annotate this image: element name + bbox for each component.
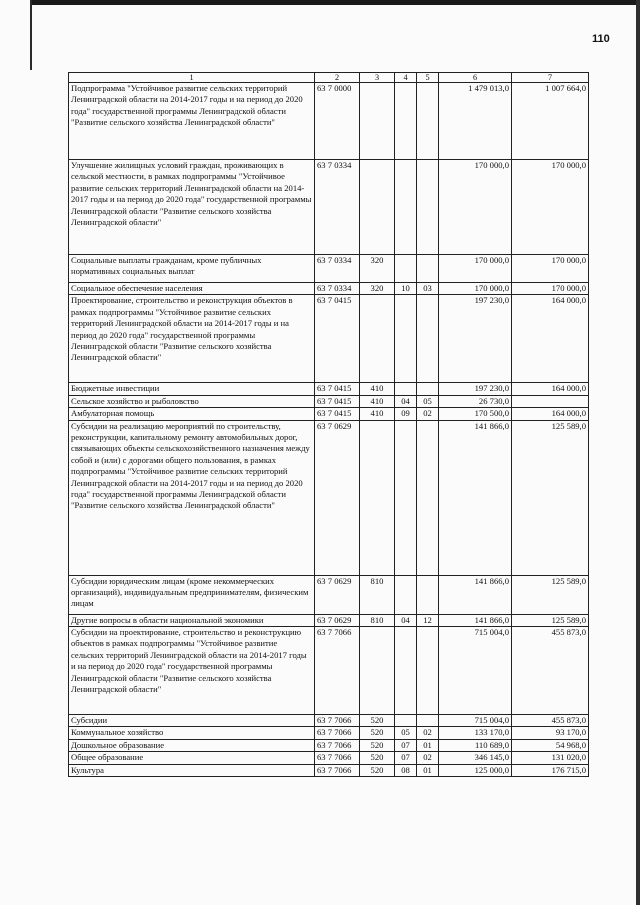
line-item-name: Общее образование: [69, 752, 315, 764]
table-row: [69, 739, 589, 751]
line-item-name: Бюджетные инвестиции: [69, 383, 315, 395]
target-article-code: 63 7 7066: [315, 752, 360, 764]
subsection-code: [417, 715, 439, 727]
subsection-code: [417, 627, 439, 715]
line-item-name: Проектирование, строительство и реконструкция объектов в рамках подпрограммы "Устойчивое развитие сельских территорий Ленинградской области на 2014-2017 годы и на период до 2020 года" государственной программы Ленинградской области "Развитие сельского хозяйства Ленинградской области": [69, 295, 315, 383]
column-number: 3: [360, 73, 395, 83]
scan-edge-left: [30, 0, 32, 70]
line-item-name: Улучшение жилищных условий граждан, проживающих в сельской местности, в рамках подпрограммы "Устойчивое развитие сельских территорий Ленинградской области на 2014-2017 годы и на период до 2020 года" государственной программы Ленинградской области "Развитие сельского хозяйства Ленинградской области": [69, 160, 315, 255]
subsection-code: [417, 83, 439, 160]
line-item-name: Субсидии: [69, 715, 315, 727]
section-code: 04: [395, 614, 417, 626]
section-code: 10: [395, 283, 417, 295]
amount-year-1: 170 000,0: [439, 255, 512, 283]
table-row: [69, 614, 589, 626]
amount-year-2: 170 000,0: [512, 283, 589, 295]
expense-type-code: 320: [360, 255, 395, 283]
amount-year-2: 164 000,0: [512, 295, 589, 383]
table-row: [69, 283, 589, 295]
target-article-code: 63 7 7066: [315, 627, 360, 715]
table-row: [69, 395, 589, 407]
column-number-row: [69, 73, 589, 83]
amount-year-2: 54 968,0: [512, 739, 589, 751]
amount-year-2: 164 000,0: [512, 383, 589, 395]
amount-year-2: 170 000,0: [512, 160, 589, 255]
target-article-code: 63 7 7066: [315, 764, 360, 776]
line-item-name: Культура: [69, 764, 315, 776]
line-item-name: Другие вопросы в области национальной экономики: [69, 614, 315, 626]
target-article-code: 63 7 0415: [315, 395, 360, 407]
expense-type-code: [360, 160, 395, 255]
target-article-code: 63 7 7066: [315, 739, 360, 751]
amount-year-2: 1 007 664,0: [512, 83, 589, 160]
subsection-code: [417, 295, 439, 383]
target-article-code: 63 7 0629: [315, 614, 360, 626]
subsection-code: 02: [417, 752, 439, 764]
table-row: [69, 752, 589, 764]
target-article-code: 63 7 0334: [315, 283, 360, 295]
line-item-name: Субсидии на реализацию мероприятий по строительству, реконструкции, капитальному ремонту автомобильных дорог, связывающих объекты сельскохозяйственного назначения между собой и (или) с дорогами общего пользования, в рамках подпрограммы "Устойчивое развитие сельских территорий Ленинградской области на 2014-2017 годы и на период до 2020 года" государственной программы Ленинградской области "Развитие сельского хозяйства Ленинградской области": [69, 420, 315, 575]
amount-year-1: 197 230,0: [439, 295, 512, 383]
amount-year-1: 110 689,0: [439, 739, 512, 751]
expense-type-code: 410: [360, 383, 395, 395]
column-number: 4: [395, 73, 417, 83]
section-code: [395, 420, 417, 575]
expense-type-code: [360, 420, 395, 575]
table-row: [69, 420, 589, 575]
subsection-code: 02: [417, 408, 439, 420]
section-code: 07: [395, 739, 417, 751]
expense-type-code: 410: [360, 408, 395, 420]
line-item-name: Коммунальное хозяйство: [69, 727, 315, 739]
table-row: [69, 255, 589, 283]
expense-type-code: 410: [360, 395, 395, 407]
expense-type-code: 810: [360, 614, 395, 626]
column-number: 1: [69, 73, 315, 83]
amount-year-1: 170 500,0: [439, 408, 512, 420]
expense-type-code: 520: [360, 764, 395, 776]
scan-edge-top: [30, 0, 640, 5]
subsection-code: [417, 420, 439, 575]
line-item-name: Социальные выплаты гражданам, кроме публичных нормативных социальных выплат: [69, 255, 315, 283]
section-code: 09: [395, 408, 417, 420]
amount-year-1: 141 866,0: [439, 614, 512, 626]
table-row: [69, 408, 589, 420]
subsection-code: 12: [417, 614, 439, 626]
section-code: 08: [395, 764, 417, 776]
expense-type-code: [360, 627, 395, 715]
amount-year-2: 125 589,0: [512, 420, 589, 575]
amount-year-1: 715 004,0: [439, 627, 512, 715]
target-article-code: 63 7 0415: [315, 295, 360, 383]
amount-year-2: 170 000,0: [512, 255, 589, 283]
amount-year-1: 26 730,0: [439, 395, 512, 407]
expense-type-code: 520: [360, 727, 395, 739]
target-article-code: 63 7 0334: [315, 160, 360, 255]
expense-type-code: 810: [360, 575, 395, 614]
subsection-code: 01: [417, 739, 439, 751]
target-article-code: 63 7 0629: [315, 420, 360, 575]
line-item-name: Субсидии на проектирование, строительство и реконструкцию объектов в рамках подпрограммы "Устойчивое развитие сельских территорий Ленинградской области на 2014-2017 годы и на период до 2020 года" государственной программы Ленинградской области "Развитие сельского хозяйства Ленинградской области": [69, 627, 315, 715]
amount-year-1: 170 000,0: [439, 160, 512, 255]
expense-type-code: [360, 295, 395, 383]
amount-year-1: 141 866,0: [439, 420, 512, 575]
section-code: [395, 83, 417, 160]
section-code: 05: [395, 727, 417, 739]
section-code: [395, 575, 417, 614]
page-number: 110: [592, 33, 610, 45]
subsection-code: [417, 160, 439, 255]
subsection-code: 05: [417, 395, 439, 407]
target-article-code: 63 7 0000: [315, 83, 360, 160]
table-row: [69, 627, 589, 715]
budget-table: [68, 72, 589, 777]
target-article-code: 63 7 0629: [315, 575, 360, 614]
column-number: 7: [512, 73, 589, 83]
amount-year-2: [512, 395, 589, 407]
expense-type-code: [360, 83, 395, 160]
line-item-name: Амбулаторная помощь: [69, 408, 315, 420]
table-row: [69, 83, 589, 160]
section-code: 07: [395, 752, 417, 764]
amount-year-2: 125 589,0: [512, 575, 589, 614]
amount-year-1: 141 866,0: [439, 575, 512, 614]
line-item-name: Социальное обеспечение населения: [69, 283, 315, 295]
table-row: [69, 295, 589, 383]
table-row: [69, 383, 589, 395]
target-article-code: 63 7 0415: [315, 383, 360, 395]
target-article-code: 63 7 0415: [315, 408, 360, 420]
amount-year-1: 1 479 013,0: [439, 83, 512, 160]
subsection-code: [417, 383, 439, 395]
amount-year-1: 197 230,0: [439, 383, 512, 395]
subsection-code: [417, 255, 439, 283]
section-code: [395, 160, 417, 255]
amount-year-1: 346 145,0: [439, 752, 512, 764]
column-number: 2: [315, 73, 360, 83]
amount-year-1: 133 170,0: [439, 727, 512, 739]
expense-type-code: 520: [360, 752, 395, 764]
subsection-code: 01: [417, 764, 439, 776]
expense-type-code: 520: [360, 739, 395, 751]
section-code: [395, 383, 417, 395]
amount-year-1: 125 000,0: [439, 764, 512, 776]
section-code: [395, 255, 417, 283]
line-item-name: Сельское хозяйство и рыболовство: [69, 395, 315, 407]
table-row: [69, 727, 589, 739]
table-row: [69, 715, 589, 727]
section-code: [395, 627, 417, 715]
target-article-code: 63 7 7066: [315, 727, 360, 739]
line-item-name: Субсидии юридическим лицам (кроме некоммерческих организаций), индивидуальным предпринимателям, физическим лицам: [69, 575, 315, 614]
subsection-code: 02: [417, 727, 439, 739]
table-row: [69, 575, 589, 614]
amount-year-2: 176 715,0: [512, 764, 589, 776]
table-row: [69, 764, 589, 776]
amount-year-2: 131 020,0: [512, 752, 589, 764]
table-row: [69, 160, 589, 255]
line-item-name: Дошкольное образование: [69, 739, 315, 751]
amount-year-2: 455 873,0: [512, 715, 589, 727]
column-number: 5: [417, 73, 439, 83]
amount-year-2: 93 170,0: [512, 727, 589, 739]
amount-year-2: 455 873,0: [512, 627, 589, 715]
subsection-code: 03: [417, 283, 439, 295]
section-code: [395, 715, 417, 727]
target-article-code: 63 7 7066: [315, 715, 360, 727]
amount-year-1: 170 000,0: [439, 283, 512, 295]
scan-edge-right: [636, 0, 640, 905]
line-item-name: Подпрограмма "Устойчивое развитие сельских территорий Ленинградской области на 2014-2017 годы и на период до 2020 года" государственной программы Ленинградской области "Развитие сельского хозяйства Ленинградской области": [69, 83, 315, 160]
amount-year-1: 715 004,0: [439, 715, 512, 727]
subsection-code: [417, 575, 439, 614]
expense-type-code: 520: [360, 715, 395, 727]
amount-year-2: 125 589,0: [512, 614, 589, 626]
column-number: 6: [439, 73, 512, 83]
amount-year-2: 164 000,0: [512, 408, 589, 420]
target-article-code: 63 7 0334: [315, 255, 360, 283]
section-code: 04: [395, 395, 417, 407]
section-code: [395, 295, 417, 383]
expense-type-code: 320: [360, 283, 395, 295]
